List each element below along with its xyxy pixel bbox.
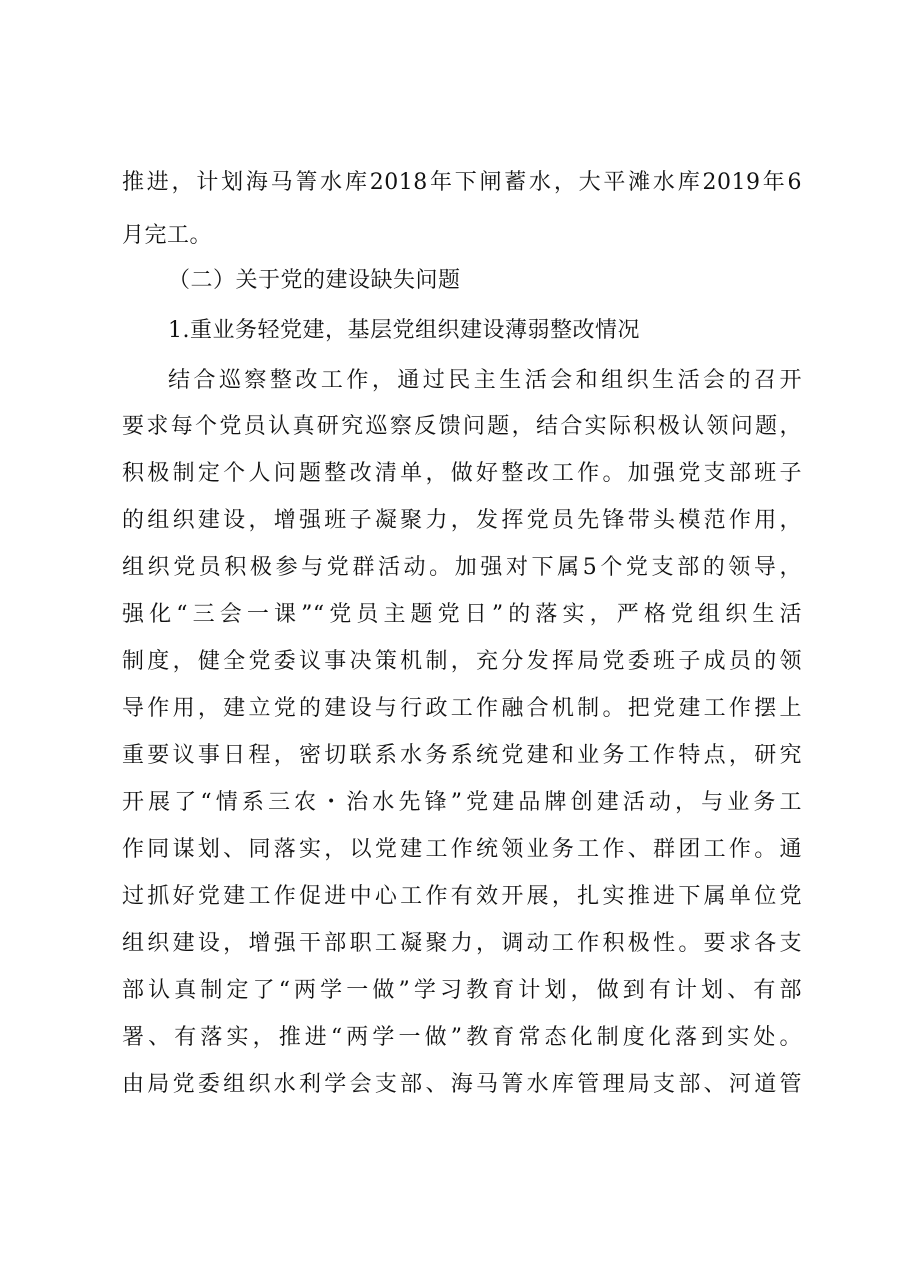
paragraph-first-line: 结合巡察整改工作，通过民主生活会和组织生活会的召开 [168,368,802,393]
body-text-line: 署、有落实，推进“两学一做”教育常态化制度化落到实处。 [122,1025,802,1050]
body-text-line: 强化“三会一课”“党员主题党日”的落实，严格党组织生活 [122,602,802,627]
body-text-line: 部认真制定了“两学一做”学习教育计划，做到有计划、有部 [122,978,802,1003]
body-text-line: 月完工。 [122,223,213,248]
body-text-line: 的组织建设，增强班子凝聚力，发挥党员先锋带头模范作用， [122,508,802,533]
body-text-line: 制度，健全党委议事决策机制，充分发挥局党委班子成员的领 [122,649,802,674]
subsection-heading: 1.重业务轻党建，基层党组织建设薄弱整改情况 [168,318,640,343]
body-text-line: 由局党委组织水利学会支部、海马箐水库管理局支部、河道管 [122,1072,802,1097]
body-text-line: 积极制定个人问题整改清单，做好整改工作。加强党支部班子 [122,461,802,486]
body-text-line: 组织建设，增强干部职工凝聚力，调动工作积极性。要求各支 [122,931,802,956]
body-text-line: 作同谋划、同落实，以党建工作统领业务工作、群团工作。通 [122,837,802,862]
body-text-line: 推进，计划海马箐水库2018年下闸蓄水，大平滩水库2019年6 [122,170,802,195]
body-text-line: 开展了“情系三农・治水先锋”党建品牌创建活动，与业务工 [122,790,802,815]
body-text-line: 重要议事日程，密切联系水务系统党建和业务工作特点，研究 [122,743,802,768]
body-text-line: 导作用，建立党的建设与行政工作融合机制。把党建工作摆上 [122,696,802,721]
section-heading: （二）关于党的建设缺失问题 [168,268,461,293]
body-text-line: 过抓好党建工作促进中心工作有效开展，扎实推进下属单位党 [122,884,802,909]
body-text-line: 要求每个党员认真研究巡察反馈问题，结合实际积极认领问题， [122,414,802,439]
body-text-line: 组织党员积极参与党群活动。加强对下属5个党支部的领导， [122,555,802,580]
